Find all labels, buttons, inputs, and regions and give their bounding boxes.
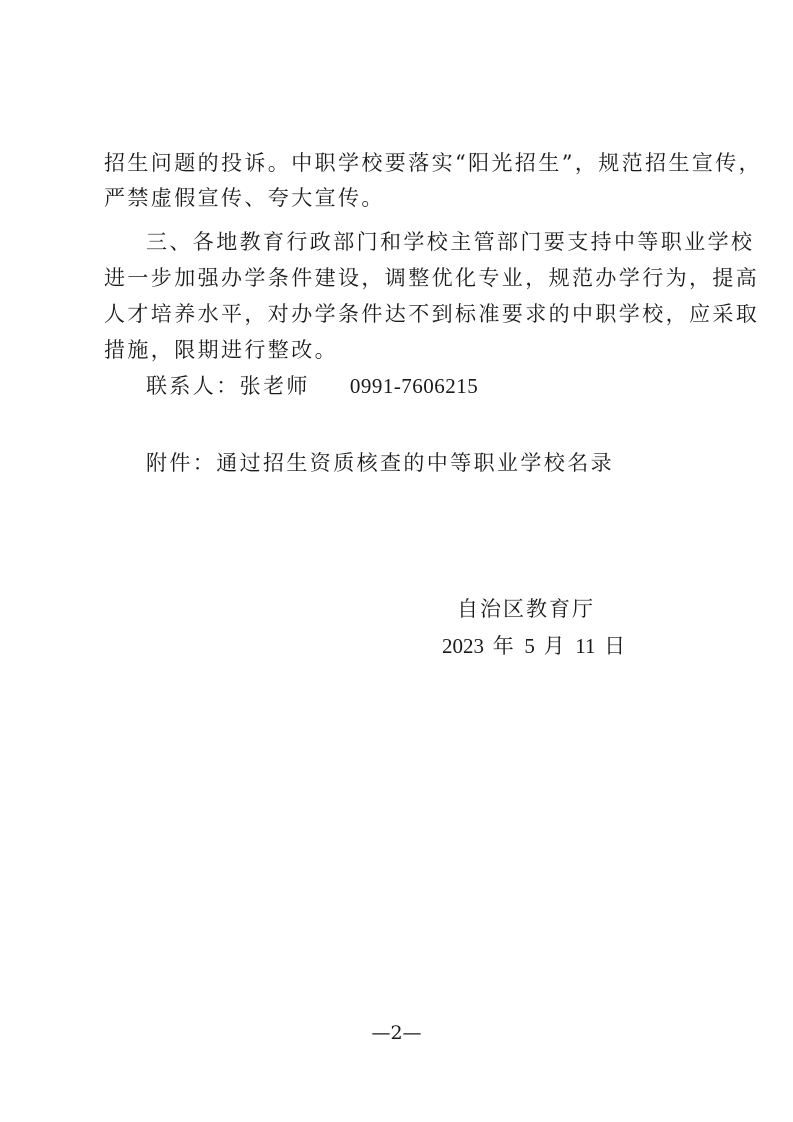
date-year: 2023 bbox=[442, 634, 484, 658]
date-month: 5 bbox=[524, 634, 535, 658]
paragraph-line-5: 人才培养水平，对办学条件达不到标准要求的中职学校，应采取 bbox=[104, 302, 760, 326]
date-year-unit: 年 bbox=[492, 634, 516, 658]
date-month-unit: 月 bbox=[543, 634, 567, 658]
signature-org: 自治区教育厅 bbox=[457, 597, 595, 621]
page-number: —2— bbox=[371, 1022, 422, 1044]
paragraph-line-1: 招生问题的投诉。中职学校要落实“阳光招生”，规范招生宣传， bbox=[104, 151, 763, 175]
paragraph-line-3: 三、各地教育行政部门和学校主管部门要支持中等职业学校 bbox=[146, 230, 755, 254]
contact-line bbox=[146, 376, 478, 397]
paragraph-line-6: 措施，限期进行整改。 bbox=[104, 338, 338, 362]
attachment-line: 附件：通过招生资质核查的中等职业学校名录 bbox=[146, 451, 614, 475]
paragraph-line-4: 进一步加强办学条件建设，调整优化专业，规范办学行为，提高 bbox=[104, 266, 760, 290]
contact-label: 联系人：张老师 bbox=[146, 374, 310, 398]
date-day-unit: 日 bbox=[604, 634, 628, 658]
date-day: 11 bbox=[575, 634, 596, 658]
signature-date bbox=[442, 636, 627, 657]
paragraph-line-2: 严禁虚假宣传、夸大宣传。 bbox=[104, 186, 385, 210]
contact-phone: 0991-7606215 bbox=[349, 374, 479, 398]
